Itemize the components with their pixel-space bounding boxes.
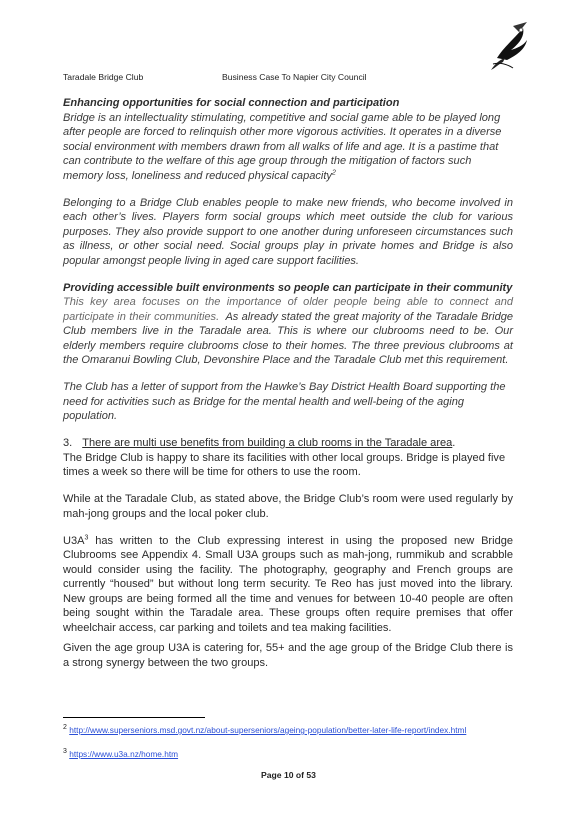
- page-body: [63, 96, 513, 670]
- paragraph: The Club has a letter of support from the Hawke’s Bay District Health Board supporting the need for activities such as Bridge for the mental health and well-being of the aging population.: [63, 381, 506, 422]
- paragraph: This key area focuses on the importance of older people being able to connect and participate in their communities. As already stated the great majority of the Taradale Bridge Club members live in the Taradale area. This is where our clubrooms need to be. Our elderly members require clubrooms close to their homes. The three previous clubrooms at the Omaranui Bowling Club, Devonshire Place and the Taradale Club met this requirement.: [63, 296, 513, 366]
- paragraph: While at the Taradale Club, as stated above, the Bridge Club’s room were used regularly by mah-jong groups and the local poker club.: [63, 493, 513, 520]
- section-social-connection: [63, 96, 513, 268]
- footnote: $^2$ http://www.superseniors.msd.govt.nz/about-superseniors/ageing-population/better-later-life-report/index.html: [63, 724, 467, 735]
- section-heading: 3. There are multi use benefits from building a club rooms in the Taradale area.: [63, 437, 456, 449]
- paragraph: Given the age group U3A is catering for, 55+ and the age group of the Bridge Club there is a strong synergy between the two groups.: [63, 642, 513, 669]
- header-club-name: Taradale Bridge Club: [63, 72, 144, 82]
- section-multi-use-benefits: [63, 436, 513, 670]
- footnote-ref[interactable]: 3: [84, 533, 89, 541]
- paragraph: Bridge is an intellectuality stimulating, competitive and social game able to be played long after people are forced to relinquish other more vigorous activities. It operates in a diverse social environment with members drawn from all walks of life and age. It is a pastime that can contribute to the welfare of this age group through the mitigation of factors such memory loss, loneliness and reduced physical capacity$^2$: [63, 111, 502, 182]
- paragraph: $U3A^3$ has written to the Club expressing interest in using the proposed new Bridge Clubrooms see Appendix 4. Small U3A groups such as mah-jong, rummikub and scrabble would consider using the facility. The photography, geography and French groups are currently “housed” but without long term security. Te Reo has just moved into the library. New groups are being formed all the time and venues for between 10-40 people are often being sought within the Taradale area. These groups often require premises that offer wheelchair access, car parking and toilets and tea making facilities.: [63, 533, 513, 634]
- fantail-bird-logo-icon: [483, 18, 531, 74]
- section-built-environments: [63, 281, 513, 424]
- footnote-link[interactable]: http://www.superseniors.msd.govt.nz/about-superseniors/ageing-population/better-later-life-report/index.html: [69, 725, 467, 735]
- paragraph: The Bridge Club is happy to share its facilities with other local groups. Bridge is played five times a week so there will be time for others to use the room.: [63, 451, 506, 478]
- section-heading: Providing accessible built environments so people can participate in their community: [63, 281, 513, 294]
- section-heading: Enhancing opportunities for social connection and participation: [63, 97, 400, 109]
- footnote-ref[interactable]: 2: [331, 168, 336, 176]
- footnote: $^3$ https://www.u3a.nz/home.htm: [63, 748, 179, 759]
- page-number: Page 10 of 53: [261, 770, 316, 780]
- header-document-title: Business Case To Napier City Council: [222, 72, 367, 82]
- paragraph: Belonging to a Bridge Club enables people to make new friends, who become involved in each other’s lives. Players form social groups which meet outside the club for various purposes. They also provide support to one another during unforeseen circumstances such as illness, or other social need. Social groups play in private homes and Bridge is also popular amongst people living in aged care support facilities.: [63, 196, 513, 267]
- footnote-link[interactable]: https://www.u3a.nz/home.htm: [69, 749, 179, 759]
- section-number: 3.: [63, 437, 73, 449]
- footnote-divider: [63, 717, 205, 718]
